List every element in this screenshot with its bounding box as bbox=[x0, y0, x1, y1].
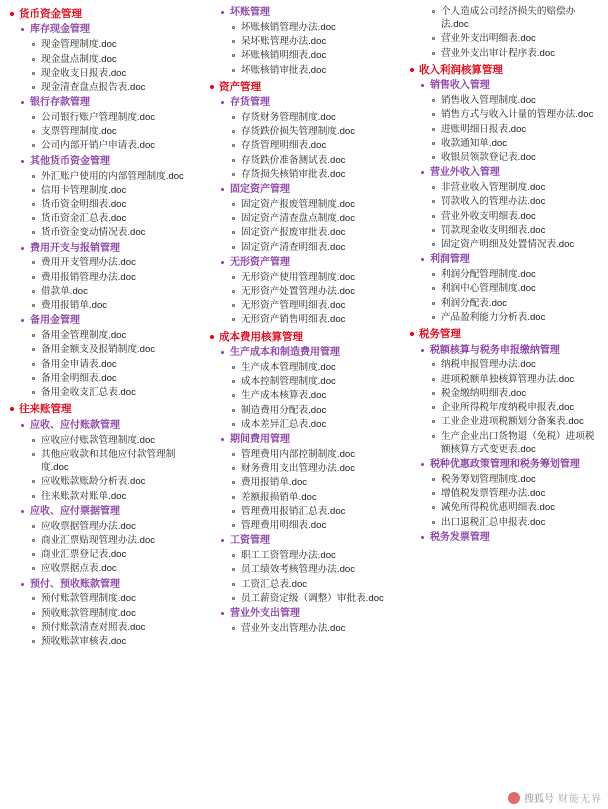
list-item: 减免所得税优惠明细表.doc bbox=[408, 501, 600, 514]
list-item: 无形资产处置管理办法.doc bbox=[208, 285, 400, 298]
subsection-heading: 税种优惠政策管理和税务筹划管理 bbox=[408, 458, 600, 472]
list-item: 费用开支管理办法.doc bbox=[8, 256, 200, 269]
list-item: 商业汇票登记表.doc bbox=[8, 548, 200, 561]
list-item: 职工工资管理办法.doc bbox=[208, 549, 400, 562]
subsection-heading: 坏账管理 bbox=[208, 6, 400, 20]
list-item: 财务费用支出管理办法.doc bbox=[208, 462, 400, 475]
list-item: 固定资产明细及处置情况表.doc bbox=[408, 238, 600, 251]
sohu-logo-icon bbox=[508, 792, 520, 804]
section-heading: 资产管理 bbox=[208, 80, 400, 94]
section-heading: 货币资金管理 bbox=[8, 7, 200, 21]
section-heading: 收入利润核算管理 bbox=[408, 63, 600, 77]
list-item: 增值税发票管理办法.doc bbox=[408, 487, 600, 500]
watermark-name: 财能无界 bbox=[558, 794, 602, 805]
outline-list-3 bbox=[408, 5, 600, 545]
list-item: 进账明细日报表.doc bbox=[408, 123, 600, 136]
list-item: 坏账核销管理办法.doc bbox=[208, 21, 400, 34]
list-item: 存货管理明细表.doc bbox=[208, 139, 400, 152]
subsection-heading: 应收、应付账款管理 bbox=[8, 419, 200, 433]
section-heading: 往来账管理 bbox=[8, 402, 200, 416]
subsection-heading: 生产成本和制造费用管理 bbox=[208, 346, 400, 360]
list-item: 制造费用分配表.doc bbox=[208, 404, 400, 417]
subsection-heading: 银行存款管理 bbox=[8, 96, 200, 110]
list-item: 利润中心管理制度.doc bbox=[408, 282, 600, 295]
list-item: 其他应收款和其他应付款管理制度.doc bbox=[8, 448, 200, 474]
list-item: 坏账核销审批表.doc bbox=[208, 64, 400, 77]
list-item: 固定资产清查盘点制度.doc bbox=[208, 212, 400, 225]
subsection-heading: 库存现金管理 bbox=[8, 23, 200, 37]
list-item: 备用金收支汇总表.doc bbox=[8, 386, 200, 399]
watermark bbox=[508, 790, 602, 805]
list-item: 收款通知单.doc bbox=[408, 137, 600, 150]
list-item: 应收应付账款管理制度.doc bbox=[8, 434, 200, 447]
watermark-account: 搜狐号 bbox=[524, 794, 554, 805]
list-item: 备用金管理制度.doc bbox=[8, 329, 200, 342]
section-heading: 税务管理 bbox=[408, 327, 600, 341]
list-item: 预收账款审核表.doc bbox=[8, 635, 200, 648]
subsection-heading: 无形资产管理 bbox=[208, 256, 400, 270]
list-item: 备用金明细表.doc bbox=[8, 372, 200, 385]
column-3 bbox=[404, 4, 604, 809]
list-item: 预付账款清查对照表.doc bbox=[8, 621, 200, 634]
list-item: 营业外支出管理办法.doc bbox=[208, 622, 400, 635]
list-item: 管理费用明细表.doc bbox=[208, 519, 400, 532]
list-item: 固定资产报废管理制度.doc bbox=[208, 198, 400, 211]
list-item: 备用金申请表.doc bbox=[8, 358, 200, 371]
subsection-heading: 其他货币资金管理 bbox=[8, 155, 200, 169]
list-item: 存货损失核销审批表.doc bbox=[208, 168, 400, 181]
subsection-heading: 税额核算与税务申报缴纳管理 bbox=[408, 344, 600, 358]
list-item: 存货财务管理制度.doc bbox=[208, 111, 400, 124]
list-item: 外汇账户使用的内部管理制度.doc bbox=[8, 170, 200, 183]
list-item: 现金收支日报表.doc bbox=[8, 67, 200, 80]
list-item: 进项税额单独核算管理办法.doc bbox=[408, 373, 600, 386]
list-item: 预收账款管理制度.doc bbox=[8, 607, 200, 620]
list-item: 货币资金变动情况表.doc bbox=[8, 226, 200, 239]
list-item: 坏账核销明细表.doc bbox=[208, 49, 400, 62]
list-item: 应收账款账龄分析表.doc bbox=[8, 475, 200, 488]
list-item: 费用报销管理办法.doc bbox=[8, 271, 200, 284]
list-item: 管理费用报销汇总表.doc bbox=[208, 505, 400, 518]
list-item: 营业外收支明细表.doc bbox=[408, 210, 600, 223]
list-item: 信用卡管理制度.doc bbox=[8, 184, 200, 197]
list-item: 存货跌价损失管理制度.doc bbox=[208, 125, 400, 138]
list-item: 罚款收入的管理办法.doc bbox=[408, 195, 600, 208]
subsection-heading: 预付、预收账款管理 bbox=[8, 578, 200, 592]
subsection-heading: 利润管理 bbox=[408, 253, 600, 267]
list-item: 商业汇票贴现管理办法.doc bbox=[8, 534, 200, 547]
subsection-heading: 税务发票管理 bbox=[408, 531, 600, 545]
subsection-heading: 期间费用管理 bbox=[208, 433, 400, 447]
list-item: 固定资产报废审批表.doc bbox=[208, 226, 400, 239]
list-item: 现金盘点制度.doc bbox=[8, 53, 200, 66]
list-item: 销售方式与收入计量的管理办法.doc bbox=[408, 108, 600, 121]
list-item: 非营业收入管理制度.doc bbox=[408, 181, 600, 194]
outline-list-2 bbox=[208, 6, 400, 635]
list-item: 存货跌价准备测试表.doc bbox=[208, 154, 400, 167]
list-item: 无形资产销售明细表.doc bbox=[208, 313, 400, 326]
subsection-heading: 固定资产管理 bbox=[208, 183, 400, 197]
list-item: 公司内部开销户申请表.doc bbox=[8, 139, 200, 152]
list-item: 企业所得税年度纳税申报表.doc bbox=[408, 401, 600, 414]
list-item: 应收票据管理办法.doc bbox=[8, 520, 200, 533]
list-item: 管理费用内部控制制度.doc bbox=[208, 448, 400, 461]
list-item: 工资汇总表.doc bbox=[208, 578, 400, 591]
list-item: 应收票据点表.doc bbox=[8, 562, 200, 575]
list-item: 员工薪资定级（调整）审批表.doc bbox=[208, 592, 400, 605]
list-item: 利润分配管理制度.doc bbox=[408, 268, 600, 281]
list-item: 出口退税汇总申报表.doc bbox=[408, 516, 600, 529]
list-item: 现金管理制度.doc bbox=[8, 38, 200, 51]
subsection-heading: 营业外收入管理 bbox=[408, 166, 600, 180]
list-item: 无形资产管理明细表.doc bbox=[208, 299, 400, 312]
list-item: 税金缴纳明细表.doc bbox=[408, 387, 600, 400]
section-heading: 成本费用核算管理 bbox=[208, 330, 400, 344]
list-item: 生产企业出口货物退（免税）进项税额核算方式变更表.doc bbox=[408, 430, 600, 456]
list-item: 营业外支出审计程序表.doc bbox=[408, 47, 600, 60]
list-item: 差额报损销单.doc bbox=[208, 491, 400, 504]
list-item: 成本控制管理制度.doc bbox=[208, 375, 400, 388]
list-item: 费用报销单.doc bbox=[8, 299, 200, 312]
subsection-heading: 备用金管理 bbox=[8, 314, 200, 328]
list-item: 员工绩效考核管理办法.doc bbox=[208, 563, 400, 576]
subsection-heading: 工资管理 bbox=[208, 534, 400, 548]
list-item: 支票管理制度.doc bbox=[8, 125, 200, 138]
subsection-heading: 存货管理 bbox=[208, 96, 400, 110]
list-item: 生产成本管理制度.doc bbox=[208, 361, 400, 374]
subsection-heading: 销售收入管理 bbox=[408, 79, 600, 93]
list-item: 货币资金明细表.doc bbox=[8, 198, 200, 211]
list-item: 费用报销单.doc bbox=[208, 476, 400, 489]
list-item: 公司银行账户管理制度.doc bbox=[8, 111, 200, 124]
list-item: 成本差异汇总表.doc bbox=[208, 418, 400, 431]
list-item: 生产成本核算表.doc bbox=[208, 389, 400, 402]
list-item: 纳税申报管理办法.doc bbox=[408, 358, 600, 371]
list-item: 预付账款管理制度.doc bbox=[8, 592, 200, 605]
subsection-heading: 费用开支与报销管理 bbox=[8, 242, 200, 256]
list-item: 利润分配表.doc bbox=[408, 297, 600, 310]
list-item: 借款单.doc bbox=[8, 285, 200, 298]
list-item: 罚款现金收支明细表.doc bbox=[408, 224, 600, 237]
list-item: 固定资产清查明细表.doc bbox=[208, 241, 400, 254]
list-item: 货币资金汇总表.doc bbox=[8, 212, 200, 225]
list-item: 工业企业进项税额划分备案表.doc bbox=[408, 415, 600, 428]
list-item: 税务筹划管理制度.doc bbox=[408, 473, 600, 486]
list-item: 呆坏账管理办法.doc bbox=[208, 35, 400, 48]
list-item: 无形资产使用管理制度.doc bbox=[208, 271, 400, 284]
list-item: 收银员领款登记表.doc bbox=[408, 151, 600, 164]
column-2 bbox=[204, 4, 404, 809]
column-1 bbox=[4, 4, 204, 809]
outline-list-1 bbox=[8, 7, 200, 648]
list-item: 往来账款对账单.doc bbox=[8, 490, 200, 503]
list-item: 产品盈利能力分析表.doc bbox=[408, 311, 600, 324]
subsection-heading: 应收、应付票据管理 bbox=[8, 505, 200, 519]
subsection-heading: 营业外支出管理 bbox=[208, 607, 400, 621]
list-item: 现金清查盘点报告表.doc bbox=[8, 81, 200, 94]
list-item: 个人造成公司经济损失的赔偿办法.doc bbox=[408, 5, 600, 31]
list-item: 销售收入管理制度.doc bbox=[408, 94, 600, 107]
list-item: 备用金额支及报销制度.doc bbox=[8, 343, 200, 356]
list-item: 营业外支出明细表.doc bbox=[408, 32, 600, 45]
